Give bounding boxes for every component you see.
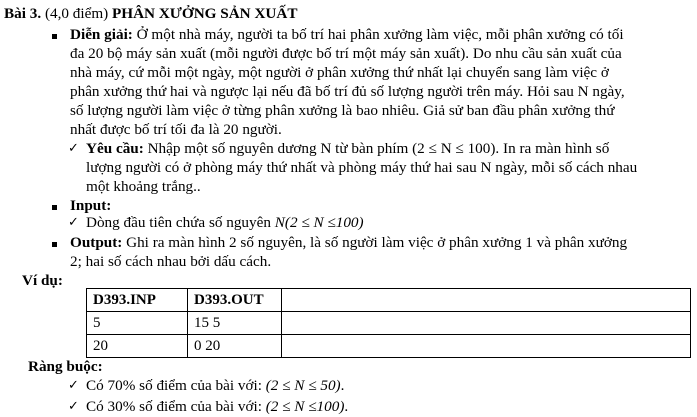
constraint-formula: (2 ≤ N ≤100): [265, 398, 345, 415]
output-line-2: 2; hai số cách nhau bởi dấu cách.: [70, 253, 272, 270]
bullet-square-icon: [52, 242, 57, 247]
constraint-suffix: .: [344, 398, 349, 415]
explanation-line-6: nhất được bố trí tối đa là 20 người.: [70, 121, 282, 138]
bullet-square-icon: [52, 34, 57, 39]
example-table: [86, 288, 691, 358]
table-cell: [282, 335, 691, 358]
constraint-formula: (2 ≤ N ≤ 50): [265, 377, 341, 394]
explanation-line-5: số lượng người làm việc ở từng phân xưởng là bao nhiêu. Giả sử ban đầu phân xưởng thứ: [70, 102, 615, 119]
explanation-label: Diễn giải:: [70, 26, 133, 43]
table-row: [87, 335, 691, 358]
constraint-item: [86, 398, 348, 416]
table-cell: 0 20: [188, 335, 282, 358]
table-cell: 20: [87, 335, 188, 358]
output-label: Output:: [70, 234, 123, 251]
problem-label: Bài 3.: [4, 5, 42, 22]
input-line: [86, 214, 364, 232]
bullet-square-icon: [52, 205, 57, 210]
table-row: [87, 312, 691, 335]
input-formula: N(2 ≤ N ≤100): [274, 214, 364, 231]
table-header-cell: D393.OUT: [188, 289, 282, 312]
table-header-row: [87, 289, 691, 312]
requirement-line-2: lượng người có ở phòng máy thứ nhất và phòng máy thứ hai sau N ngày, mỗi số cách nhau: [86, 159, 638, 176]
table-cell: 5: [87, 312, 188, 335]
requirement-line-3: một khoảng trắng..: [86, 178, 201, 195]
problem-header: [4, 5, 297, 23]
explanation-line-1: [70, 26, 624, 44]
constraint-item: [86, 377, 344, 395]
check-icon: ✓: [68, 378, 79, 393]
explanation-line-3: nhà máy, cứ mỗi một ngày, một người ở phân xưởng thứ nhất lại chuyển sang làm việc ở: [70, 64, 609, 81]
input-text: Dòng đầu tiên chứa số nguyên: [86, 214, 271, 231]
requirement-text-1: Nhập một số nguyên dương N từ bàn phím (2 ≤ N ≤ 100). In ra màn hình số: [147, 140, 610, 157]
check-icon: ✓: [68, 399, 79, 414]
requirement-line-1: [86, 140, 609, 158]
requirement-label: Yêu cầu:: [86, 140, 144, 157]
explanation-line-4: phân xưởng thứ hai và ngược lại nếu đã bố trí đủ số lượng người trên máy. Hỏi sau N ngày,: [70, 83, 625, 100]
example-label: Ví dụ:: [22, 272, 63, 289]
explanation-line-2: đa 20 bộ máy sản xuất (mỗi người được bố trí một máy sản xuất). Do nhu cầu sản xuất của: [70, 45, 622, 62]
constraints-label: Ràng buộc:: [28, 358, 103, 375]
table-cell: 15 5: [188, 312, 282, 335]
table-header-cell: [282, 289, 691, 312]
problem-title: PHÂN XƯỞNG SẢN XUẤT: [112, 5, 298, 22]
constraint-suffix: .: [340, 377, 345, 394]
constraint-text: Có 70% số điểm của bài với:: [86, 377, 262, 394]
table-cell: [282, 312, 691, 335]
check-icon: ✓: [68, 215, 79, 230]
check-icon: ✓: [68, 141, 79, 156]
explanation-text-1: Ở một nhà máy, người ta bố trí hai phân xưởng làm việc, mỗi phân xưởng có tối: [136, 26, 624, 43]
table-header-cell: D393.INP: [87, 289, 188, 312]
problem-points: (4,0 điểm): [44, 5, 109, 22]
output-text-1: Ghi ra màn hình 2 số nguyên, là số người làm việc ở phân xưởng 1 và phân xưởng: [126, 234, 628, 251]
constraint-text: Có 30% số điểm của bài với:: [86, 398, 262, 415]
input-label: Input:: [70, 197, 112, 214]
output-line-1: [70, 234, 627, 252]
